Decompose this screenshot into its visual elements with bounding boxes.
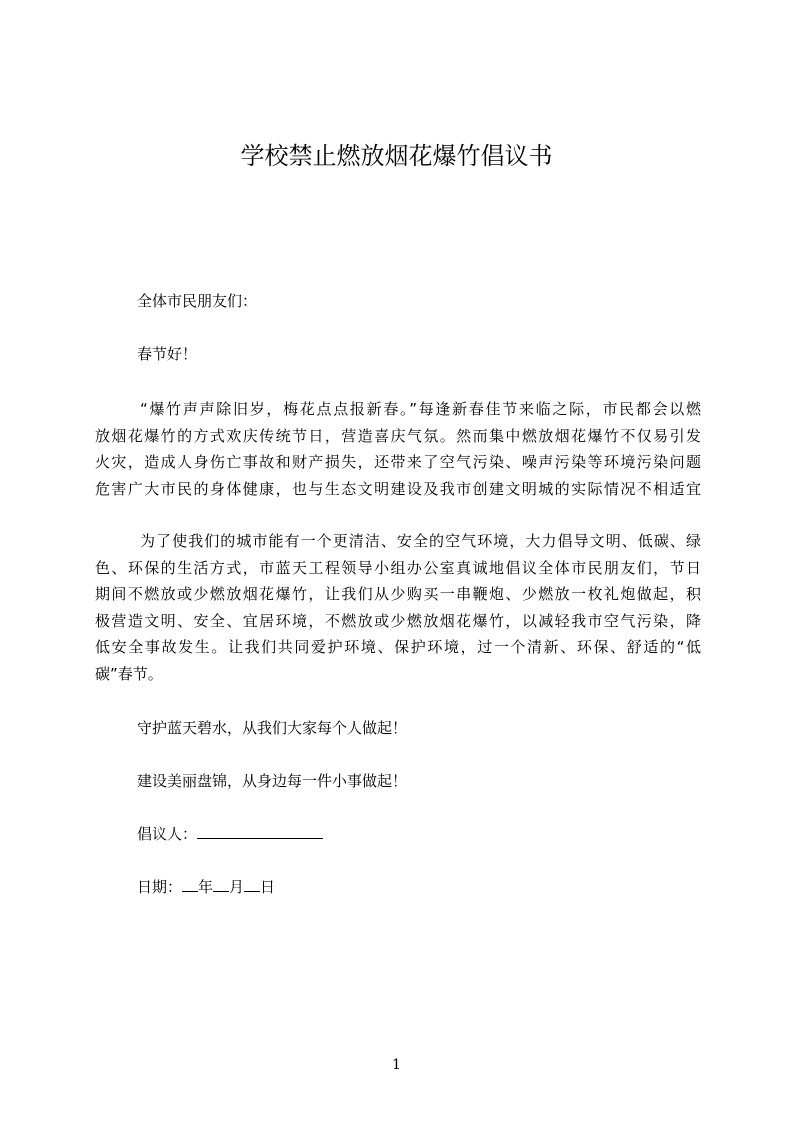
paragraph-2 <box>95 528 701 687</box>
month-blank <box>213 877 229 892</box>
proposer-line <box>137 824 323 844</box>
year-blank <box>182 877 198 892</box>
slogan-2: 建设美丽盘锦，从身边每一件小事做起！ <box>137 772 408 790</box>
paragraph-1-line: 放烟花爆竹的方式欢庆传统节日，营造喜庆气氛。然而集中燃放烟花爆竹不仅易引发 <box>95 426 701 445</box>
paragraph-2-line: 极营造文明、安全、宜居环境，不燃放或少燃放烟花爆竹，以减轻我市空气污染，降 <box>95 611 701 630</box>
date-year: 年 <box>198 878 214 896</box>
paragraph-2-line: 为了使我们的城市能有一个更清洁、安全的空气环境，大力倡导文明、低碳、绿 <box>140 532 701 550</box>
date-label: 日期： <box>137 878 183 896</box>
paragraph-2-line: 低安全事故发生。让我们共同爱护环境、保护环境，过一个清新、环保、舒适的“低 <box>95 638 701 656</box>
paragraph-1-line: “爆竹声声除旧岁，梅花点点报新春。”每逢新春佳节来临之际，市民都会以燃 <box>140 400 701 418</box>
paragraph-1 <box>95 396 701 502</box>
slogan-1: 守护蓝天碧水，从我们大家每个人做起！ <box>137 719 408 737</box>
paragraph-1-line: 危害广大市民的身体健康，也与生态文明建设及我市创建文明城的实际情况不相适宜 <box>95 479 701 498</box>
greeting: 春节好！ <box>137 345 198 363</box>
document-title: 学校禁止燃放烟花爆竹倡议书 <box>240 142 553 170</box>
paragraph-2-line: 碳”春节。 <box>95 664 163 683</box>
date-month: 月 <box>229 878 245 896</box>
date-day: 日 <box>260 878 276 896</box>
proposer-label: 倡议人： <box>137 825 198 843</box>
paragraph-2-line: 色、环保的生活方式，市蓝天工程领导小组办公室真诚地倡议全体市民朋友们，节日 <box>95 558 701 577</box>
date-line <box>137 877 275 897</box>
paragraph-2-line: 期间不燃放或少燃放烟花爆竹，让我们从少购买一串鞭炮、少燃放一枚礼炮做起，积 <box>95 585 701 603</box>
paragraph-1-line: 火灾，造成人身伤亡事故和财产损失，还带来了空气污染、噪声污染等环境污染问题 <box>95 453 701 471</box>
proposer-blank <box>197 824 323 839</box>
page-number: 1 <box>392 1057 401 1073</box>
day-blank <box>244 877 260 892</box>
salutation: 全体市民朋友们： <box>137 292 258 310</box>
